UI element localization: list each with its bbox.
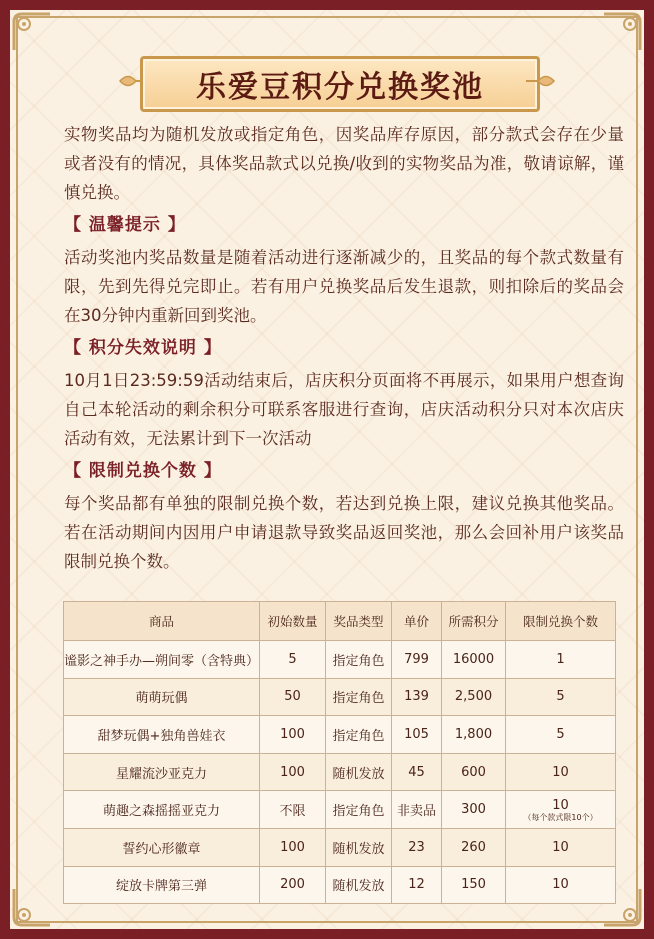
cell-product: 甜梦玩偶+独角兽娃衣 <box>64 716 260 754</box>
cell-unit-price: 非卖品 <box>392 791 442 829</box>
intro-paragraph: 实物奖品均为随机发放或指定角色，因奖品库存原因，部分款式会存在少量或者没有的情况，具体奖品款式以兑换/收到的实物奖品为准，敬请谅解，谨慎兑换。 <box>64 125 624 202</box>
title-banner <box>118 50 556 112</box>
section-text-limit: 每个奖品都有单独的限制兑换个数，若达到兑换上限，建议兑换其他奖品。若在活动期间内因用户申请退款导致奖品返回奖池，那么会回补用户该奖品限制兑换个数。 <box>64 494 624 571</box>
col-header-points: 所需积分 <box>442 602 506 641</box>
cell-limit <box>506 791 616 829</box>
col-header-limit: 限制兑换个数 <box>506 602 616 641</box>
cell-product: 谧影之神手办—朔间零（含特典） <box>64 641 260 679</box>
cell-product: 绽放卡牌第三弹 <box>64 866 260 904</box>
table-row <box>64 716 616 754</box>
cell-initial-qty: 不限 <box>260 791 326 829</box>
cell-initial-qty: 50 <box>260 678 326 716</box>
table-header-row <box>64 602 616 641</box>
cell-points: 16000 <box>442 641 506 679</box>
cell-unit-price: 45 <box>392 753 442 791</box>
table-row <box>64 828 616 866</box>
cell-prize-type: 指定角色 <box>326 641 392 679</box>
cell-points: 1,800 <box>442 716 506 754</box>
col-header-prize-type: 奖品类型 <box>326 602 392 641</box>
cell-limit-note: （每个款式限10个） <box>523 812 598 822</box>
section-heading-tips: 【 温馨提示 】 <box>64 215 186 235</box>
section-text-tips: 活动奖池内奖品数量是随着活动进行逐渐减少的，且奖品的每个款式数量有限，先到先得兑完即止。若有用户兑换奖品后发生退款，则扣除后的奖品会在30分钟内重新回到奖池。 <box>64 248 624 325</box>
title-plate <box>140 56 540 112</box>
cell-initial-qty: 100 <box>260 716 326 754</box>
cell-initial-qty: 5 <box>260 641 326 679</box>
corner-ornament-icon <box>10 885 54 929</box>
cell-points: 300 <box>442 791 506 829</box>
cell-points: 2,500 <box>442 678 506 716</box>
cell-limit: 5 <box>506 716 616 754</box>
cell-points: 600 <box>442 753 506 791</box>
cell-limit: 10 <box>506 866 616 904</box>
cell-unit-price: 12 <box>392 866 442 904</box>
page-title: 乐爱豆积分兑换奖池 <box>196 70 484 105</box>
section-heading-expiry: 【 积分失效说明 】 <box>64 338 222 358</box>
cell-prize-type: 随机发放 <box>326 866 392 904</box>
corner-ornament-icon <box>600 10 644 54</box>
cell-prize-type: 指定角色 <box>326 791 392 829</box>
col-header-product: 商品 <box>64 602 260 641</box>
cell-product: 萌萌玩偶 <box>64 678 260 716</box>
section-text-expiry: 10月1日23:59:59活动结束后，店庆积分页面将不再展示，如果用户想查询自己本轮活动的剩余积分可联系客服进行查询，店庆活动积分只对本次店庆活动有效，无法累计到下一次活动 <box>64 371 624 448</box>
cell-unit-price: 105 <box>392 716 442 754</box>
section-heading-limit: 【 限制兑换个数 】 <box>64 461 222 481</box>
cell-prize-type: 随机发放 <box>326 753 392 791</box>
cell-points: 150 <box>442 866 506 904</box>
corner-ornament-icon <box>10 10 54 54</box>
prize-table <box>63 601 615 904</box>
cell-limit: 10 <box>506 753 616 791</box>
cell-unit-price: 23 <box>392 828 442 866</box>
table-row <box>64 791 616 829</box>
cell-prize-type: 指定角色 <box>326 678 392 716</box>
col-header-initial-qty: 初始数量 <box>260 602 326 641</box>
cell-unit-price: 139 <box>392 678 442 716</box>
cell-initial-qty: 100 <box>260 828 326 866</box>
cell-limit: 1 <box>506 641 616 679</box>
col-header-unit-price: 单价 <box>392 602 442 641</box>
cell-prize-type: 指定角色 <box>326 716 392 754</box>
table-row <box>64 866 616 904</box>
cell-limit: 5 <box>506 678 616 716</box>
table-row <box>64 753 616 791</box>
cell-product: 誓约心形徽章 <box>64 828 260 866</box>
table-row <box>64 641 616 679</box>
cell-points: 260 <box>442 828 506 866</box>
cell-limit-value: 10 <box>552 797 569 813</box>
cell-product: 星耀流沙亚克力 <box>64 753 260 791</box>
rules-content <box>64 120 624 576</box>
cell-unit-price: 799 <box>392 641 442 679</box>
cell-prize-type: 随机发放 <box>326 828 392 866</box>
cell-limit: 10 <box>506 828 616 866</box>
table-row <box>64 678 616 716</box>
cell-product: 萌趣之森摇摇亚克力 <box>64 791 260 829</box>
scroll-ornament-icon <box>526 72 556 90</box>
cell-initial-qty: 200 <box>260 866 326 904</box>
cell-initial-qty: 100 <box>260 753 326 791</box>
